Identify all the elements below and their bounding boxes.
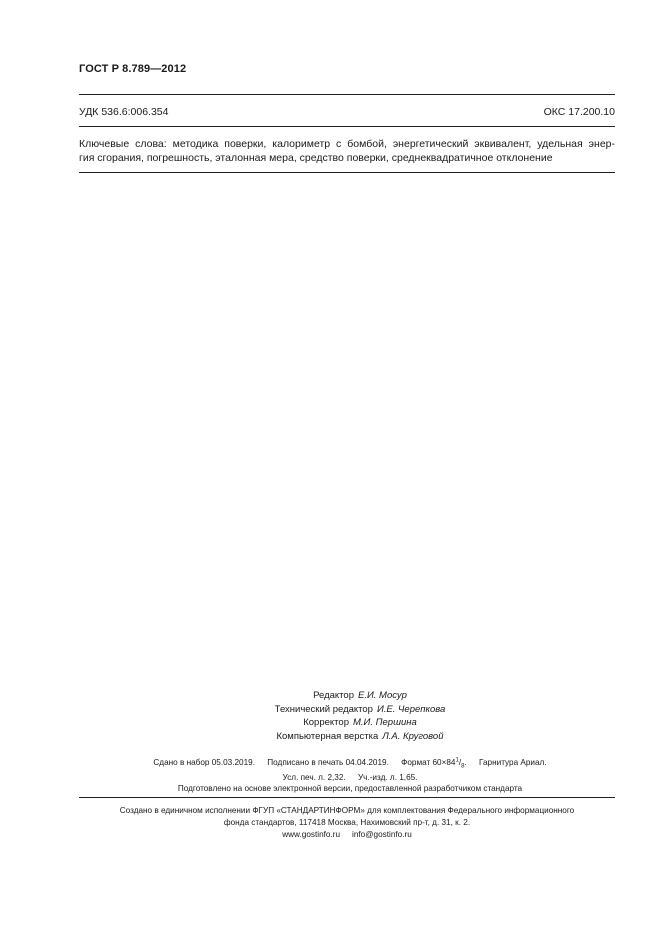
oks-code: ОКС 17.200.10 (543, 106, 615, 118)
publisher-block (79, 805, 615, 841)
credits-block (200, 689, 520, 743)
typeset-date: Сдано в набор 05.03.2019. (153, 757, 255, 767)
imprint-block (110, 755, 590, 794)
signed-date: Подписано в печать 04.04.2019. (267, 757, 389, 767)
keywords-block (79, 137, 615, 165)
keywords-divider (79, 172, 615, 173)
prepared-note: Подготовлено на основе электронной версии, предоставленной разработчиком стандарта (177, 784, 523, 794)
email-link[interactable]: info@gostinfo.ru (352, 830, 412, 839)
credit-proofreader: Корректор М.И. Першина (303, 717, 417, 728)
publisher-contacts (79, 829, 615, 841)
imprint-row-3 (110, 783, 590, 794)
keywords-line-1: Ключевые слова: методика поверки, калориметр с бомбой, энергетический эквивалент, удельная энер- (79, 138, 615, 150)
publisher-sheets: Уч.-изд. л. 1,65. (357, 773, 418, 783)
print-sheets: Усл. печ. л. 2,32. (282, 773, 346, 783)
imprint-row-1 (110, 755, 590, 772)
paper-format: Формат $60\times 84^1/_8$. (401, 757, 467, 770)
credit-layout: Компьютерная верстка Л.А. Круговой (276, 730, 444, 742)
publisher-line-2: фонда стандартов, 117418 Москва, Нахимовский пр-т, д. 31, к. 2. (223, 818, 471, 827)
imprint-row-2 (110, 772, 590, 783)
keywords-line-2: гия сгорания, погрешность, эталонная мера, средство поверки, среднеквадратичное отклонение (79, 152, 553, 164)
typeface: Гарнитура Ариал. (479, 757, 547, 767)
standard-code: ГОСТ Р 8.789—2012 (79, 63, 187, 75)
udk-code: УДК 536.6:006.354 (79, 106, 169, 118)
top-divider (79, 94, 615, 95)
publisher-line-1: Создано в единичном исполнении ФГУП «СТАНДАРТИНФОРМ» для комплектования Федерального информационного (119, 806, 575, 815)
website-link[interactable]: www.gostinfo.ru (282, 830, 341, 839)
credit-tech-editor: Технический редактор И.Е. Черепкова (274, 703, 446, 715)
publisher-divider (79, 797, 615, 798)
credit-editor: Редактор Е.И. Мосур (313, 690, 407, 701)
classification-divider (79, 126, 615, 127)
